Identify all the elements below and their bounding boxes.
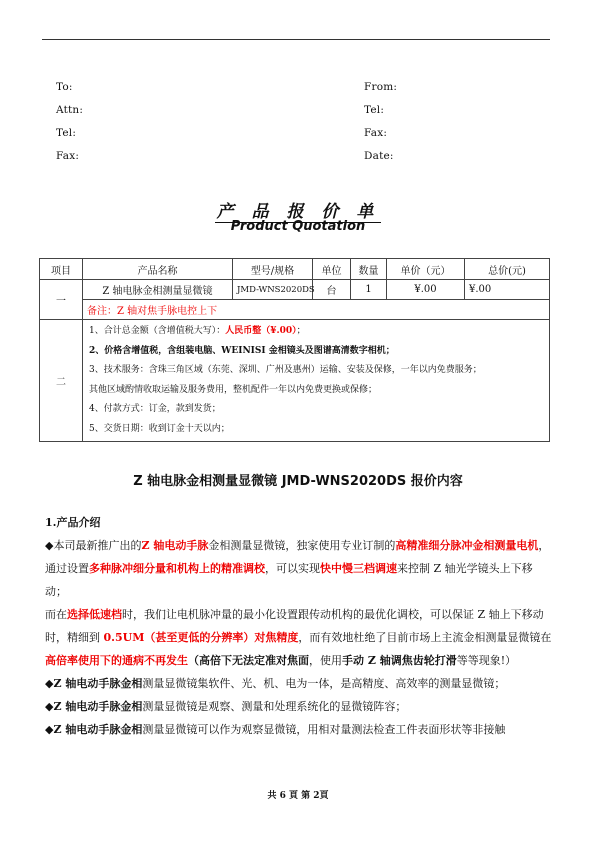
intro-paragraph-5: ◆Z 轴电动手脉金相测量显微镜可以作为观察显微镜，用相对量测法检查工件表面形状等非接触 [45, 723, 506, 736]
term-line-2: 2、价格含增值税，含组装电脑、WEINISI 金相镜头及图谱高清数字相机； [89, 345, 395, 356]
page-footer: 共 6 頁 第 2頁 [267, 791, 329, 801]
table-row-note [40, 300, 550, 320]
col-header-total: 总价(元) [465, 259, 550, 280]
intro-paragraph-1: ◆本司最新推广出的Z 轴电动手脉金相测量显微镜，独家使用专业订制的高精准细分脉冲金相测量电机，通过设置多种脉冲细分量和机构上的精准调校，可以实现快中慢三档调速来控制 Z 轴光学镜头上下移动； [45, 539, 550, 598]
col-header-model: 型号/规格 [233, 259, 313, 280]
quotation-title-en: Product Quotation [230, 219, 366, 234]
term-line-5: 5、交货日期：收到订金十天以内； [89, 423, 230, 434]
from-field: From: [364, 81, 398, 93]
product-unit-price: ¥.00 [387, 280, 465, 300]
row-item-number: 二 [40, 320, 83, 442]
product-total: ¥.00 [465, 280, 550, 300]
row-item-number: 一 [40, 280, 83, 320]
quotation-title-cn: 产 品 报 价 单 [216, 202, 380, 222]
term-line-3b: 其他区域酌情收取运输及服务费用，整机配件一年以内免费更换或保修； [89, 384, 378, 395]
table-row-terms [40, 320, 550, 442]
total-amount-text: 人民币整（¥.00） [225, 326, 297, 336]
tel-field-right: Tel: [364, 104, 385, 116]
to-field: To: [56, 81, 73, 93]
table-header-row [40, 259, 550, 280]
product-model: JMD-WNS2020DS [233, 280, 313, 300]
date-field: Date: [364, 150, 394, 162]
intro-heading: 1.产品介绍 [45, 516, 101, 529]
intro-body [45, 534, 553, 741]
fax-field-right: Fax: [364, 127, 388, 139]
product-unit: 台 [313, 280, 351, 300]
col-header-name: 产品名称 [83, 259, 233, 280]
section-title: Z 轴电脉金相测量显微镜 JMD-WNS2020DS 报价内容 [133, 474, 463, 489]
col-header-qty: 数量 [351, 259, 387, 280]
term-line-1: 1、合计总金额（含增值税大写）：人民币整（¥.00）； [89, 326, 306, 336]
intro-paragraph-3: ◆Z 轴电动手脉金相测量显微镜集软件、光、机、电为一体，是高精度、高效率的测量显微镜； [45, 677, 506, 690]
table-row [40, 280, 550, 300]
product-note: 备注：Z 轴对焦手脉电控上下 [83, 300, 550, 320]
col-header-item: 项目 [40, 259, 83, 280]
product-name: Z 轴电脉金相测量显微镜 [83, 280, 233, 300]
tel-field-left: Tel: [56, 127, 77, 139]
quotation-table [39, 258, 550, 442]
intro-paragraph-2: 而在选择低速档时，我们让电机脉冲量的最小化设置跟传动机构的最优化调校，可以保证 Z 轴上下移动时，精细到 0.5UM（甚至更低的分辨率）对焦精度，而有效地杜绝了目前市场上主流金相测量显微镜在高倍率使用下的通病不再发生（高倍下无法定准对焦面，使用手动 Z 轴调焦齿轮打滑等等现象!） [45, 608, 552, 667]
header-rule [42, 39, 550, 40]
term-line-4: 4、付款方式：订金，款到发货； [89, 404, 221, 414]
fax-field-left: Fax: [56, 150, 80, 162]
attn-field: Attn: [56, 104, 84, 116]
term-line-3: 3、技术服务：含珠三角区域（东莞、深圳、广州及惠州）运输、安装及保修，一年以内免费服务； [89, 365, 482, 375]
terms-cell [83, 320, 550, 442]
intro-paragraph-4: ◆Z 轴电动手脉金相测量显微镜是观察、测量和处理系统化的显微镜阵容； [45, 700, 407, 713]
col-header-unit: 单位 [313, 259, 351, 280]
col-header-unit-price: 单价（元） [387, 259, 465, 280]
product-qty: 1 [351, 280, 387, 300]
